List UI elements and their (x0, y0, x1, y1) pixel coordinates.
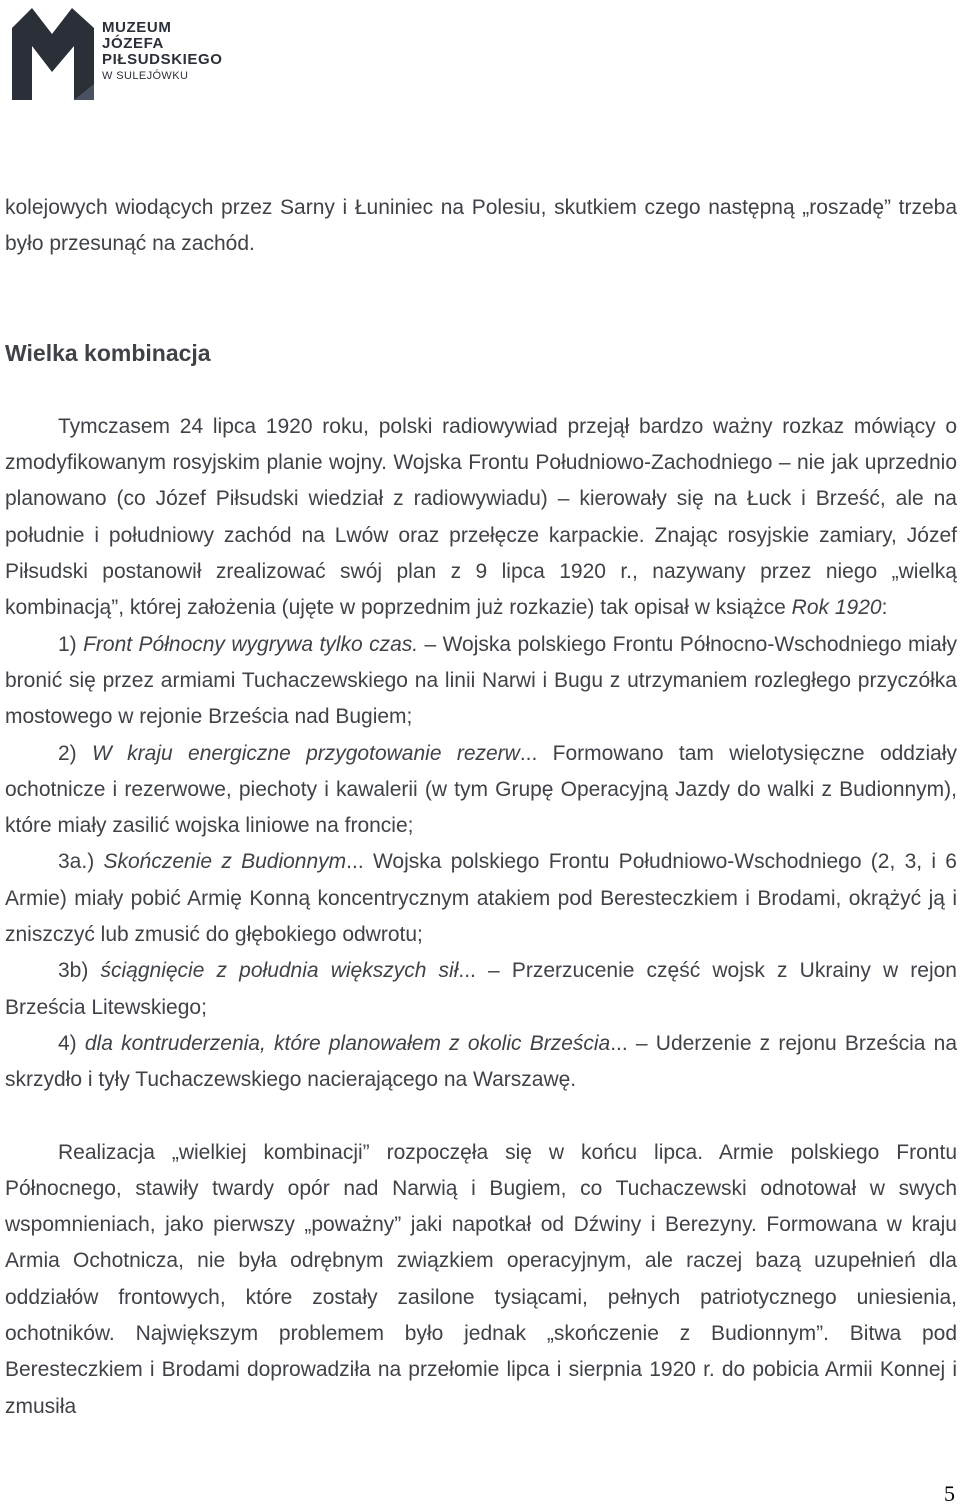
list-item (5, 1026, 957, 1099)
logo-line-4: W SULEJÓWKU (102, 69, 189, 82)
document-body (5, 190, 957, 1425)
list-item-quote: Skończenie z Budionnym (103, 850, 347, 874)
list-item (5, 627, 957, 736)
list-item-quote: ściągnięcie z południa większych sił (100, 959, 459, 983)
list-item-text: ... Wojska polskiego Frontu Południowo-Wschodniego (2, 3, i 6 Armie) miały pobić Armię Konną koncentrycznym atakiem pod Beresteczkiem i Brodami, okrążyć ją i zniszczyć lub zmusić do głębokiego odwrotu; (5, 850, 957, 947)
paragraph-intro (5, 409, 957, 627)
list-item (5, 953, 957, 1026)
list-item-text: – Wojska polskiego Frontu Północno-Wschodniego miały bronić się przez armiami Tuchaczewskiego na linii Narwi i Bugu z utrzymaniem rozległego przyczółka mostowego w rejonie Brześcia nad Bugiem; (5, 632, 957, 729)
list-item-number: 1) (58, 632, 84, 656)
logo-line-2: JÓZEFA (102, 35, 164, 53)
page-number: 5 (944, 1481, 955, 1506)
museum-logo-text (102, 20, 223, 82)
paragraph-intro-text: Tymczasem 24 lipca 1920 roku, polski radiowywiad przejął bardzo ważny rozkaz mówiący o zmodyfikowanym rosyjskim planie wojny. Wojska Frontu Południowo-Zachodniego – nie jak uprzednio planowano (co Józef Piłsudski wiedział z radiowywiadu) – kierowały się na Łuck i Brześć, ale na południe i południowy zachód na Lwów oraz przełęcze karpackie. Znając rosyjskie zamiary, Józef Piłsudski postanowił zrealizować swój plan z 9 lipca 1920 r., nazywany przez niego „wielką kombinacją”, której założenia (ujęte w poprzednim już rozkazie) tak opisał w książce (5, 414, 957, 620)
list-item-text: ... – Uderzenie z rejonu Brześcia na skrzydło i tyły Tuchaczewskiego nacierającego na Warszawę. (5, 1031, 957, 1092)
logo-line-3: PIŁSUDSKIEGO (102, 51, 223, 69)
logo-line-1: MUZEUM (102, 19, 172, 36)
paragraph-intro-colon: : (881, 596, 888, 620)
book-title: Rok 1920 (791, 596, 882, 620)
paragraph-realization: Realizacja „wielkiej kombinacji” rozpoczęła się w końcu lipca. Armie polskiego Frontu Północnego, stawiły twardy opór nad Narwią i Bugiem, co Tuchaczewski odnotował w swych wspomnieniach, jako pierwszy „poważny” jaki napotkał od Dźwiny i Berezyny. Formowana w kraju Armia Ochotnicza, nie była odrębnym związkiem operacyjnym, ale raczej bazą uzupełnień dla oddziałów frontowych, które zostały zasilone tysiącami, pełnych patriotycznego uniesienia, ochotników. Największym problemem było jednak „skończenie z Budionnym”. Bitwa pod Beresteczkiem i Brodami doprowadziła na przełomie lipca i sierpnia 1920 r. do pobicia Armii Konnej i zmusiła (5, 1140, 957, 1418)
list-item-number: 2) (58, 741, 93, 765)
list-item-text: ... – Przerzucenie część wojsk z Ukrainy w rejon Brześcia Litewskiego; (5, 959, 957, 1019)
museum-logo-mark-icon (12, 8, 94, 100)
list-item-quote: dla kontruderzenia, które planowałem z okolic Brześcia (84, 1031, 611, 1055)
section-heading: Wielka kombinacja (5, 339, 211, 366)
paragraph-continued: kolejowych wiodących przez Sarny i Łuniniec na Polesiu, skutkiem czego następną „roszadę” trzeba było przesunąć na zachód. (5, 196, 957, 256)
list-item-text: ... Formowano tam wielotysięczne oddziały ochotnicze i rezerwowe, piechoty i kawalerii (w tym Grupę Operacyjną Jazdy do walki z Budionnym), które miały zasilić wojska liniowe na froncie; (5, 741, 957, 838)
list-item (5, 844, 957, 953)
list-item-number: 4) (58, 1031, 85, 1055)
list-item-quote: W kraju energiczne przygotowanie rezerw (92, 741, 520, 765)
museum-logo (12, 8, 232, 102)
list-item-number: 3b) (58, 959, 101, 983)
list-item-quote: Front Północny wygrywa tylko czas. (83, 632, 419, 656)
list-item-number: 3a.) (58, 850, 104, 874)
list-item (5, 736, 957, 845)
